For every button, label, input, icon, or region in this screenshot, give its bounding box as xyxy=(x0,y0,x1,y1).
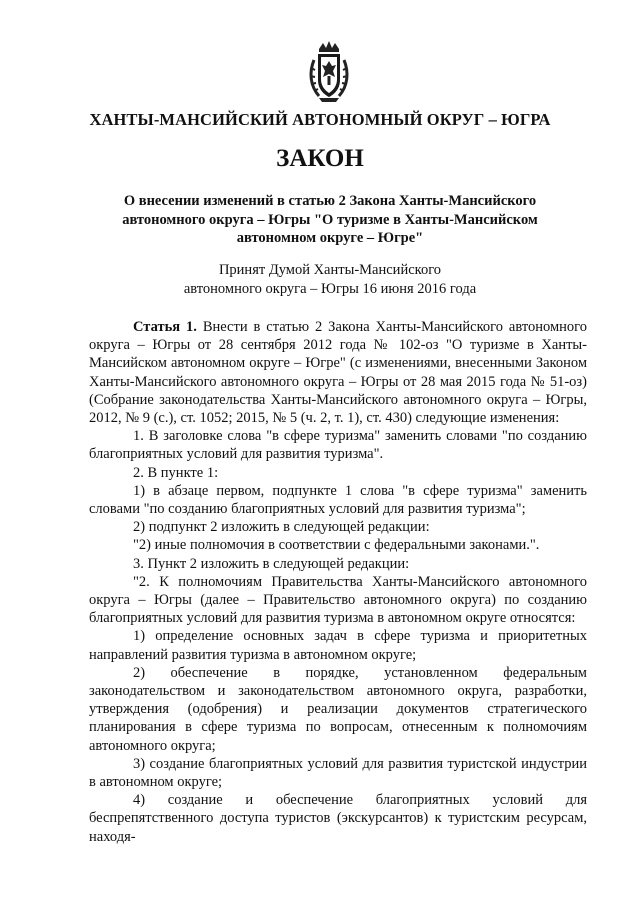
adoption-line-2: автономного округа – Югры 16 июня 2016 года xyxy=(183,281,477,297)
paragraph: 2) подпункт 2 изложить в следующей редакции: xyxy=(133,519,430,536)
paragraph: "2. К полномочиям Правительства Ханты-Мансийского автономного округа – Югры (далее – Правительство автономного округа) по созданию благоприятных условий для развития туризма в автономном округе относятся: xyxy=(89,573,587,627)
paragraph: "2) иные полномочия в соответствии с федеральными законами.". xyxy=(133,537,540,554)
adoption-line-1: Принят Думой Ханты-Мансийского xyxy=(218,262,442,278)
paragraph: 2. В пункте 1: xyxy=(133,464,219,481)
law-subtitle: О внесении изменений в статью 2 Закона Ханты-Мансийского автономного округа – Югры "О туризме в Ханты-Мансийском автономном округе – Югре" xyxy=(122,193,538,246)
law-title: ЗАКОН xyxy=(276,145,364,172)
region-title: ХАНТЫ-МАНСИЙСКИЙ АВТОНОМНЫЙ ОКРУГ – ЮГРА xyxy=(89,110,551,129)
paragraph: 3) создание благоприятных условий для развития туристской индустрии в автономном округе; xyxy=(89,755,587,791)
paragraph: 1) определение основных задач в сфере туризма и приоритетных направлений развития туризма в автономном округе; xyxy=(89,628,587,663)
article-intro-text: Внести в статью 2 Закона Ханты-Мансийского автономного округа – Югры от 28 сентября 2012 года № 102-оз "О туризме в Ханты-Мансийском автономном округе – Югре" (с изменениями, внесенными Законом Ханты-Мансийского автономного округа – Югры от 28 мая 2015 года № 51-оз) (Собрание законодательства Ханты-Мансийского автономного округа – Югры, 2012, № 9 (с.), ст. 1052; 2015, № 5 (ч. 2, т. 1), ст. 430) следующие изменения: xyxy=(89,319,588,427)
paragraph: 2) обеспечение в порядке, установленном федеральным законодательством и законодательством автономного округа, разработки, утверждения (одобрения) и реализации документов стратегического планирования в сфере туризма по вопросам, отнесенным к полномочиям автономного округа; xyxy=(89,664,587,754)
paragraph: 1) в абзаце первом, подпункте 1 слова "в сфере туризма" заменить словами "по созданию благоприятных условий для развития туризма"; xyxy=(89,482,587,518)
coat-of-arms-icon xyxy=(305,40,353,104)
article-1-body xyxy=(89,318,587,846)
paragraph: 3. Пункт 2 изложить в следующей редакции: xyxy=(133,555,410,572)
paragraph: 4) создание и обеспечение благоприятных условий для беспрепятственного доступа туристов (экскурсантов) к туристским ресурсам, находя- xyxy=(89,792,587,845)
article-label: Статья 1. xyxy=(133,319,197,335)
paragraph: 1. В заголовке слова "в сфере туризма" заменить словами "по созданию благоприятных условий для развития туризма". xyxy=(89,428,587,463)
adoption-note xyxy=(100,261,560,299)
article-1-intro xyxy=(89,318,587,427)
